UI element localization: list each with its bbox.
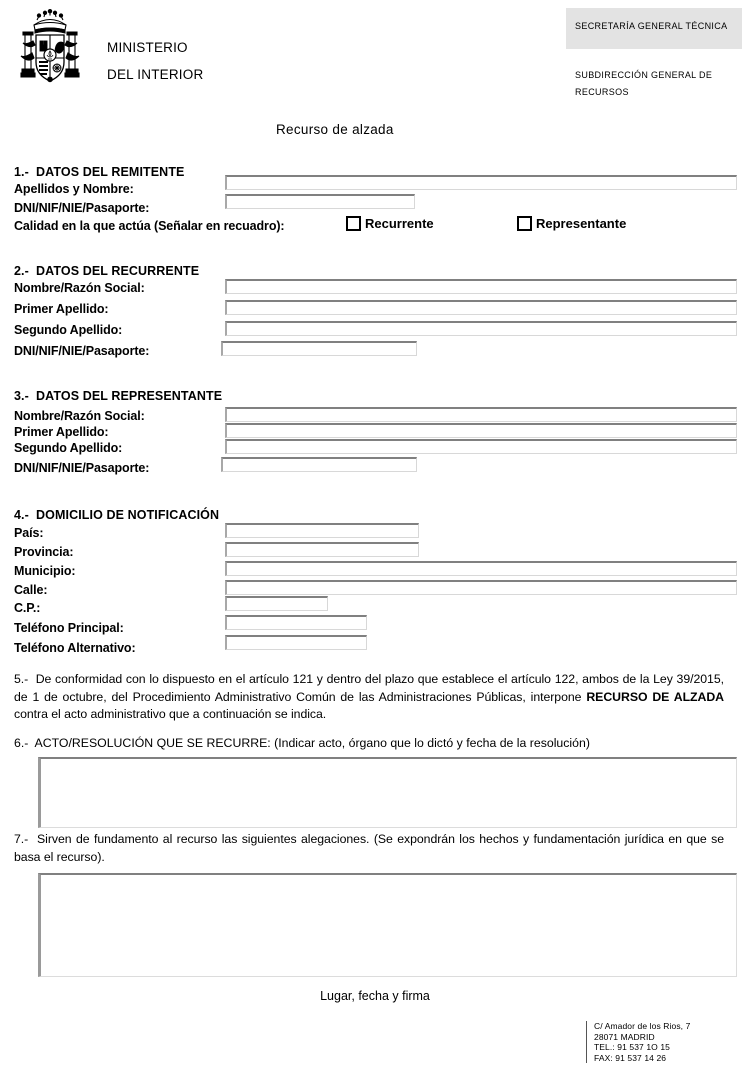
section-3-number: 3.-	[14, 389, 29, 403]
section-5-text-part-2: contra el acto administrativo que a continuación se indica.	[14, 707, 327, 721]
section-2-heading	[14, 264, 199, 278]
section-3-title: DATOS DEL REPRESENTANTE	[36, 389, 223, 403]
section-5-number: 5.-	[14, 672, 29, 686]
subdireccion-line-1: SUBDIRECCIÓN GENERAL DE	[575, 70, 713, 80]
input-apellidos-y-nombre[interactable]	[225, 175, 737, 190]
section-2-number: 2.-	[14, 264, 29, 278]
secretaria-general-tecnica-label: SECRETARÍA GENERAL TÉCNICA	[575, 21, 728, 31]
footer-fax: FAX: 91 537 14 26	[594, 1052, 667, 1063]
input-nombre-razon-social-representante[interactable]	[225, 407, 737, 422]
footer-city: 28071 MADRID	[594, 1031, 655, 1042]
label-dni-representante: DNI/NIF/NIE/Pasaporte:	[14, 461, 150, 475]
input-dni-representante[interactable]	[221, 457, 417, 472]
input-dni-recurrente[interactable]	[221, 341, 417, 356]
label-telefono-principal: Teléfono Principal:	[14, 621, 124, 635]
section-7-number: 7.-	[14, 832, 29, 846]
label-apellidos-y-nombre: Apellidos y Nombre:	[14, 182, 134, 196]
label-calidad-actua: Calidad en la que actúa (Señalar en recuadro):	[14, 219, 285, 233]
section-5-text-part-1: De conformidad con lo dispuesto en el artículo 121 y dentro del plazo que establece el artículo 122, ambos de la Ley 39/2015, de 1 de octubre, del Procedimiento Administrativo Común de las Administraciones Públicas, interpone	[14, 672, 724, 704]
label-codigo-postal: C.P.:	[14, 601, 41, 615]
ministry-line-2: DEL INTERIOR	[107, 67, 204, 82]
checkbox-label-representante[interactable]: Representante	[536, 216, 627, 231]
label-provincia: Provincia:	[14, 545, 74, 559]
section-4-heading	[14, 508, 219, 522]
textarea-acto-resolucion-recurrida[interactable]	[38, 757, 737, 828]
checkbox-label-recurrente[interactable]: Recurrente	[365, 216, 434, 231]
subdireccion-line-2: RECURSOS	[575, 87, 629, 97]
section-1-number: 1.-	[14, 165, 29, 179]
label-segundo-apellido-recurrente: Segundo Apellido:	[14, 323, 123, 337]
label-primer-apellido-recurrente: Primer Apellido:	[14, 302, 109, 316]
footer-street: C/ Amador de los Rios, 7	[594, 1021, 691, 1031]
footer-contact-address	[586, 1021, 690, 1063]
section-5-bold-recurso-de-alzada: RECURSO DE ALZADA	[586, 689, 724, 704]
section-4-title: DOMICILIO DE NOTIFICACIÓN	[36, 508, 220, 522]
footer-telephone: TEL.: 91 537 1O 15	[594, 1042, 670, 1052]
label-primer-apellido-representante: Primer Apellido:	[14, 425, 109, 439]
textarea-alegaciones[interactable]	[38, 873, 737, 977]
input-codigo-postal[interactable]	[225, 596, 328, 611]
section-4-number: 4.-	[14, 508, 29, 522]
section-3-heading	[14, 389, 222, 403]
label-municipio: Municipio:	[14, 564, 76, 578]
label-nombre-razon-social-recurrente: Nombre/Razón Social:	[14, 281, 145, 295]
checkbox-recurrente[interactable]	[346, 216, 361, 231]
section-7-text: Sirven de fundamento al recurso las siguientes alegaciones. (Se expondrán los hechos y fundamentación jurídica en que se basa el recurso).	[14, 832, 724, 864]
ministry-line-1: MINISTERIO	[107, 40, 188, 55]
ministry-name	[107, 34, 203, 88]
section-1-title: DATOS DEL REMITENTE	[36, 165, 185, 179]
label-dni-remitente: DNI/NIF/NIE/Pasaporte:	[14, 201, 150, 215]
checkbox-representante[interactable]	[517, 216, 532, 231]
section-6-number: 6.-	[14, 736, 29, 750]
input-primer-apellido-recurrente[interactable]	[225, 300, 737, 315]
label-telefono-alternativo: Teléfono Alternativo:	[14, 641, 136, 655]
input-primer-apellido-representante[interactable]	[225, 423, 737, 438]
input-segundo-apellido-recurrente[interactable]	[225, 321, 737, 336]
section-1-heading	[14, 165, 185, 179]
input-segundo-apellido-representante[interactable]	[225, 439, 737, 454]
input-telefono-principal[interactable]	[225, 615, 367, 630]
input-pais[interactable]	[225, 523, 419, 538]
input-calle[interactable]	[225, 580, 737, 595]
spanish-coat-of-arms-icon	[8, 8, 92, 92]
section-6-heading	[14, 735, 590, 753]
label-dni-recurrente: DNI/NIF/NIE/Pasaporte:	[14, 344, 150, 358]
label-pais: País:	[14, 526, 44, 540]
signature-instruction: Lugar, fecha y firma	[320, 989, 430, 1003]
input-nombre-razon-social-recurrente[interactable]	[225, 279, 737, 294]
subdireccion-general-recursos-block	[575, 67, 712, 101]
input-provincia[interactable]	[225, 542, 419, 557]
input-telefono-alternativo[interactable]	[225, 635, 367, 650]
section-6-text: ACTO/RESOLUCIÓN QUE SE RECURRE: (Indicar acto, órgano que lo dictó y fecha de la resolución)	[34, 736, 590, 750]
page-title: Recurso de alzada	[276, 122, 394, 137]
input-municipio[interactable]	[225, 561, 737, 576]
label-calle: Calle:	[14, 583, 48, 597]
secretaria-general-tecnica-box	[566, 8, 742, 49]
label-nombre-razon-social-representante: Nombre/Razón Social:	[14, 409, 145, 423]
input-dni-remitente[interactable]	[225, 194, 415, 209]
label-segundo-apellido-representante: Segundo Apellido:	[14, 441, 123, 455]
section-5-paragraph	[14, 671, 724, 724]
section-2-title: DATOS DEL RECURRENTE	[36, 264, 200, 278]
section-7-heading	[14, 831, 724, 866]
